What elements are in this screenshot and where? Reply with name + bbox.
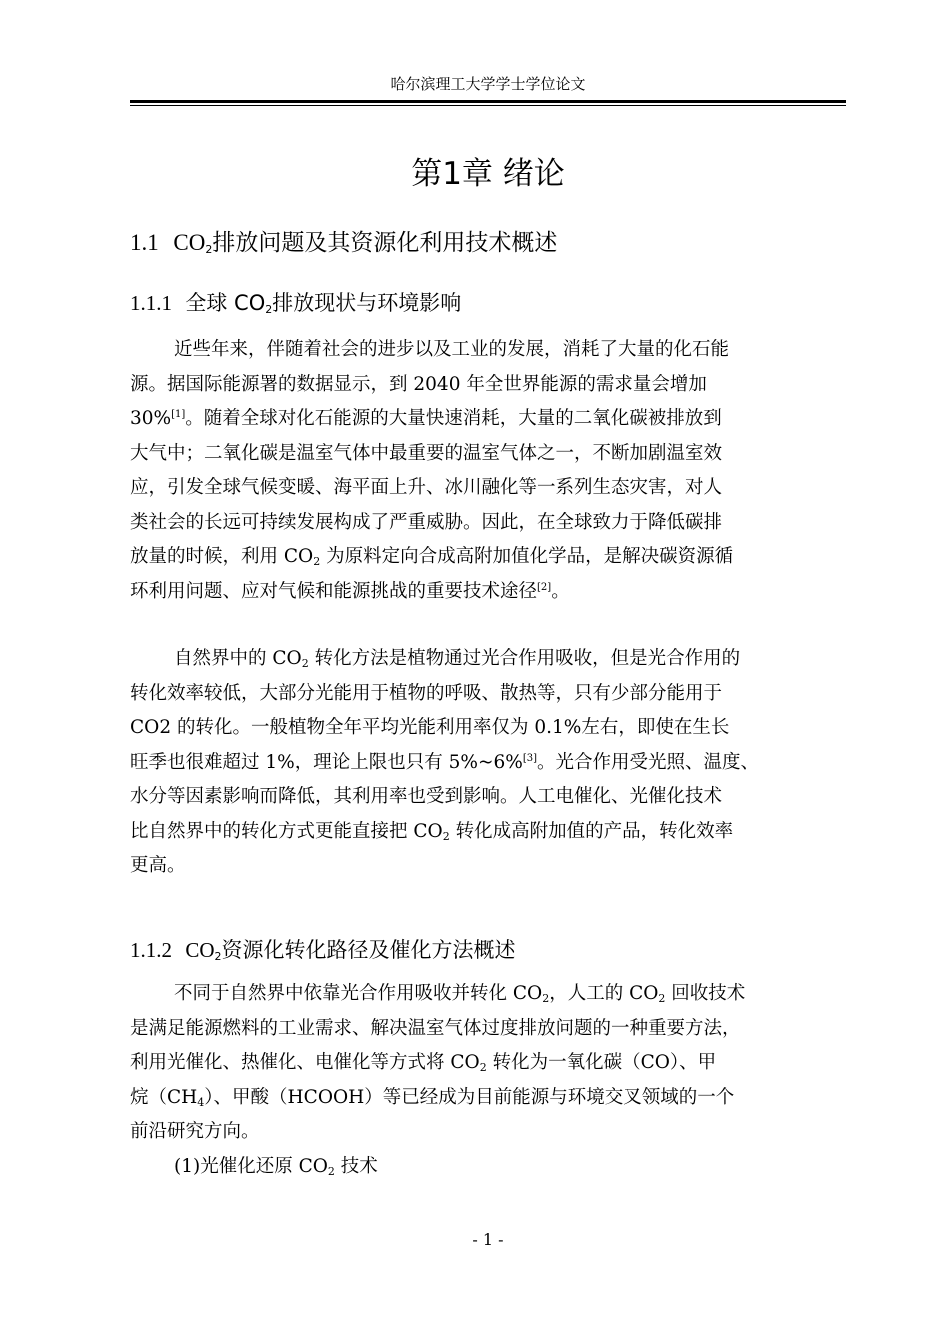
page-number: - 1 - — [472, 1230, 504, 1249]
paragraph-1 — [130, 333, 846, 609]
text-span: 烷（CH — [130, 1086, 198, 1108]
text-span: ，人工的 CO — [549, 983, 659, 1004]
text-line — [130, 1046, 846, 1081]
subscript: 4 — [197, 1095, 205, 1109]
text-span: (1)光催化还原 CO — [174, 1156, 328, 1177]
heading-text: CO — [173, 230, 206, 255]
text-span: 回收技术 — [665, 983, 746, 1004]
heading-text: 排放现状与环境影响 — [272, 291, 462, 315]
subscript: 2 — [265, 303, 273, 316]
text-line: 转化效率较低，大部分光能用于植物的呼吸、散热等，只有少部分能用于 — [130, 682, 723, 704]
text-line — [130, 402, 846, 437]
heading-text: 全球 CO — [185, 291, 266, 315]
subscript: 2 — [658, 992, 666, 1005]
paragraph-2 — [130, 642, 846, 884]
text-line — [130, 1081, 846, 1116]
heading-text: CO — [185, 938, 215, 962]
text-line: 更高。 — [130, 855, 186, 876]
text-line: 类社会的长远可持续发展构成了严重威胁。因此，在全球致力于降低碳排 — [130, 511, 723, 533]
text-span: 不同于自然界中依靠光合作用吸收并转化 CO — [174, 983, 543, 1004]
text-span: 。 — [551, 580, 570, 602]
subscript: 2 — [301, 657, 309, 670]
running-header: 哈尔滨理工大学学士学位论文 — [390, 75, 586, 93]
header-rule-thick — [130, 100, 846, 103]
text-span: 环利用问题、应对气候和能源挑战的重要技术途径 — [130, 580, 538, 602]
citation-ref: [3] — [522, 752, 537, 764]
text-span: 比自然界中的转化方式更能直接把 CO — [130, 820, 443, 842]
text-line: 水分等因素影响而降低，其利用率也受到影响。人工电催化、光催化技术 — [130, 786, 723, 807]
subscript: 2 — [479, 1061, 487, 1074]
text-line: 源。据国际能源署的数据显示，到 2040 年全世界能源的需求量会增加 — [130, 373, 707, 395]
text-span: 。光合作用受光照、温度、 — [536, 751, 759, 773]
text-span: 自然界中的 CO — [174, 648, 302, 669]
section-number: 1.1 — [130, 230, 159, 255]
subscript: 2 — [205, 243, 213, 256]
citation-ref: [1] — [171, 409, 186, 420]
text-span: 旺季也很难超过 1%，理论上限也只有 5%~6% — [130, 751, 523, 773]
text-span: 技术 — [334, 1156, 378, 1177]
citation-ref: [2] — [537, 581, 552, 593]
subscript: 2 — [442, 829, 450, 843]
paragraph-3 — [130, 977, 846, 1150]
text-span: 。随着全球对化石能源的大量快速消耗，大量的二氧化碳被排放到 — [185, 408, 722, 429]
text-span: 利用光催化、热催化、电催化等方式将 CO — [130, 1052, 480, 1073]
chapter-title: 第1章 绪论 — [411, 156, 565, 192]
subscript: 2 — [542, 992, 550, 1005]
text-span: 转化成高附加值的产品，转化效率 — [449, 820, 734, 842]
text-line — [130, 815, 846, 850]
section-number: 1.1.1 — [130, 291, 172, 315]
text-line: 前沿研究方向。 — [130, 1121, 260, 1142]
subscript: 2 — [313, 555, 321, 568]
text-span: 30% — [130, 408, 172, 429]
subscript: 2 — [327, 1165, 335, 1178]
text-line — [130, 746, 846, 781]
text-span: 放量的时候，利用 CO — [130, 546, 314, 567]
text-line: 是满足能源燃料的工业需求、解决温室气体过度排放问题的一种重要方法， — [130, 1017, 741, 1039]
heading-text: 资源化转化路径及催化方法概述 — [221, 938, 516, 962]
text-line: CO2 的转化。一般植物全年平均光能利用率仅为 0.1%左右，即使在生长 — [130, 717, 730, 738]
section-heading-1-1 — [130, 226, 846, 260]
subscript: 2 — [214, 950, 222, 963]
header-rule-thin — [130, 105, 846, 106]
text-line: 应，引发全球气候变暖、海平面上升、冰川融化等一系列生态灾害，对人 — [130, 477, 723, 498]
text-line: 近些年来，伴随着社会的进步以及工业的发展，消耗了大量的化石能 — [174, 339, 730, 360]
heading-text: 排放问题及其资源化利用技术概述 — [212, 230, 558, 256]
text-span: ）、甲酸（HCOOH）等已经成为目前能源与环境交叉领域的一个 — [204, 1086, 735, 1108]
section-heading-1-1-2 — [130, 934, 846, 966]
text-line — [130, 575, 846, 610]
text-span: 转化为一氧化碳（CO）、甲 — [486, 1052, 717, 1073]
text-line — [130, 1150, 846, 1185]
section-heading-1-1-1 — [130, 287, 846, 319]
text-span: 转化方法是植物通过光合作用吸收，但是光合作用的 — [308, 648, 741, 669]
text-line — [130, 540, 846, 575]
section-number: 1.1.2 — [130, 938, 172, 962]
paragraph-4 — [130, 1150, 846, 1185]
text-span: 为原料定向合成高附加值化学品，是解决碳资源循 — [320, 546, 734, 567]
text-line — [130, 642, 846, 677]
text-line: 大气中；二氧化碳是温室气体中最重要的温室气体之一，不断加剧温室效 — [130, 442, 723, 464]
text-line — [130, 977, 846, 1012]
